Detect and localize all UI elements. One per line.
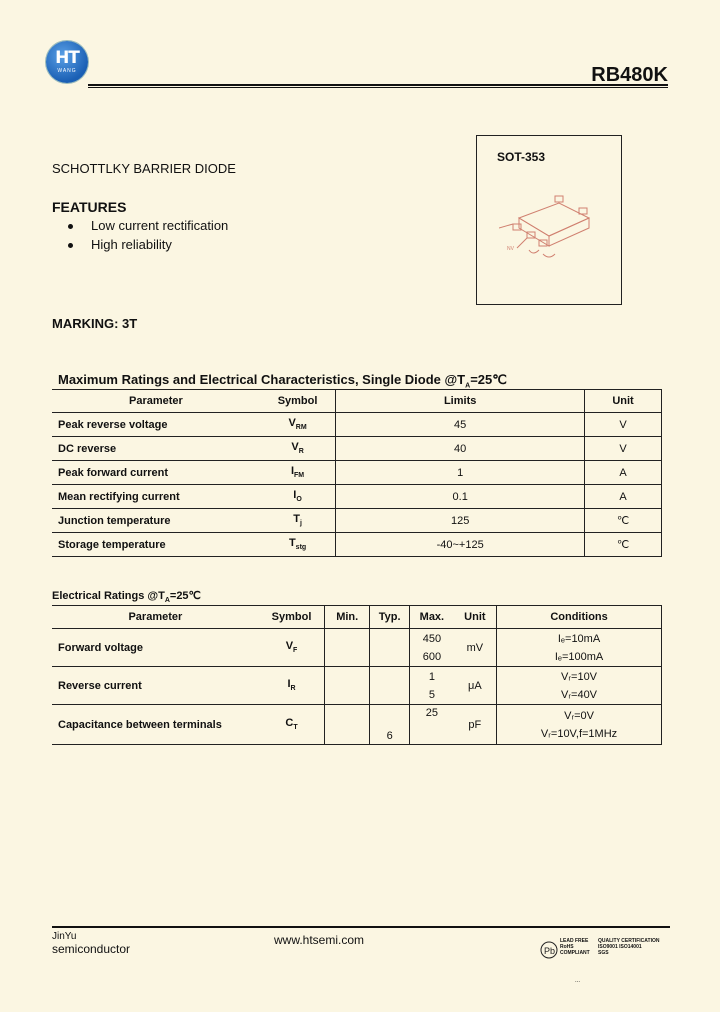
feature-item: Low current rectification (68, 218, 228, 233)
table-row: Forward voltage $V_F$ 450 600 mV Iₑ=10mA Iₑ=100mA (52, 629, 662, 667)
table-row: Storage temperature $T_{stg}$ -40~+125 ℃ (52, 533, 662, 557)
table2-title: Electrical Ratings $@T_A=25℃$ (52, 590, 201, 605)
logo-text: HT (55, 48, 79, 68)
company-name-1: JinYu (52, 931, 77, 942)
electrical-ratings-table (52, 605, 662, 745)
pb-free-icon (540, 940, 558, 960)
bullet-icon (68, 224, 73, 229)
logo-subtext: WANG (57, 68, 77, 74)
rohs-label: LEAD FREE RoHS COMPLIANT (560, 938, 590, 956)
table-row: Junction temperature $T_j$ 125 ℃ (52, 509, 662, 533)
table1-title: Maximum Ratings and Electrical Characteristics, Single Diode $@T_A=25℃$ (58, 372, 507, 390)
device-description: SCHOTTLKY BARRIER DIODE (52, 161, 236, 176)
table-row: Capacitance between terminals $C_T$ 6 25 pF Vᵣ=0V Vᵣ=10V,f=1MHz (52, 705, 662, 745)
features-heading: FEATURES (52, 199, 127, 215)
table-header-row: Parameter Symbol Min. Typ. Max. Unit Conditions (52, 606, 662, 629)
company-logo (46, 41, 88, 83)
footer-dots: ... (575, 978, 581, 984)
package-box (476, 135, 622, 305)
header-rule (88, 84, 668, 86)
header-rule-thin (88, 87, 668, 88)
table-row: Mean rectifying current $I_O$ 0.1 A (52, 485, 662, 509)
table-row: Peak forward current $I_{FM}$ 1 A (52, 461, 662, 485)
bullet-icon (68, 243, 73, 248)
table-header-row (52, 390, 662, 413)
table-row: Peak reverse voltage $V_{RM}$ 45 V (52, 413, 662, 437)
package-drawing-icon (499, 188, 599, 268)
col-unit: Unit (585, 390, 662, 413)
part-number: RB480K (591, 64, 668, 86)
marking-code: MARKING: 3T (52, 316, 138, 331)
svg-text:Pb: Pb (544, 946, 556, 956)
website-url: www.htsemi.com (274, 933, 365, 947)
table-row: Reverse current $I_R$ 1 5 μA Vᵣ=10V Vᵣ=40V (52, 667, 662, 705)
col-symbol: Symbol (277, 395, 318, 407)
max-ratings-table (52, 389, 662, 557)
footer-rule (52, 926, 670, 928)
certification-logos (540, 938, 658, 964)
feature-item: High reliability (68, 237, 172, 252)
iso-label: QUALITY CERTIFICATION ISO9001 ISO14001 SGS (598, 938, 660, 956)
package-name: SOT-353 (497, 150, 546, 164)
col-parameter: Parameter (129, 395, 183, 407)
package-pin-label: NV (507, 246, 514, 252)
company-name-2: semiconductor (52, 942, 131, 956)
col-limits: Limits (336, 390, 585, 413)
table-row: DC reverse $V_R$ 40 V (52, 437, 662, 461)
